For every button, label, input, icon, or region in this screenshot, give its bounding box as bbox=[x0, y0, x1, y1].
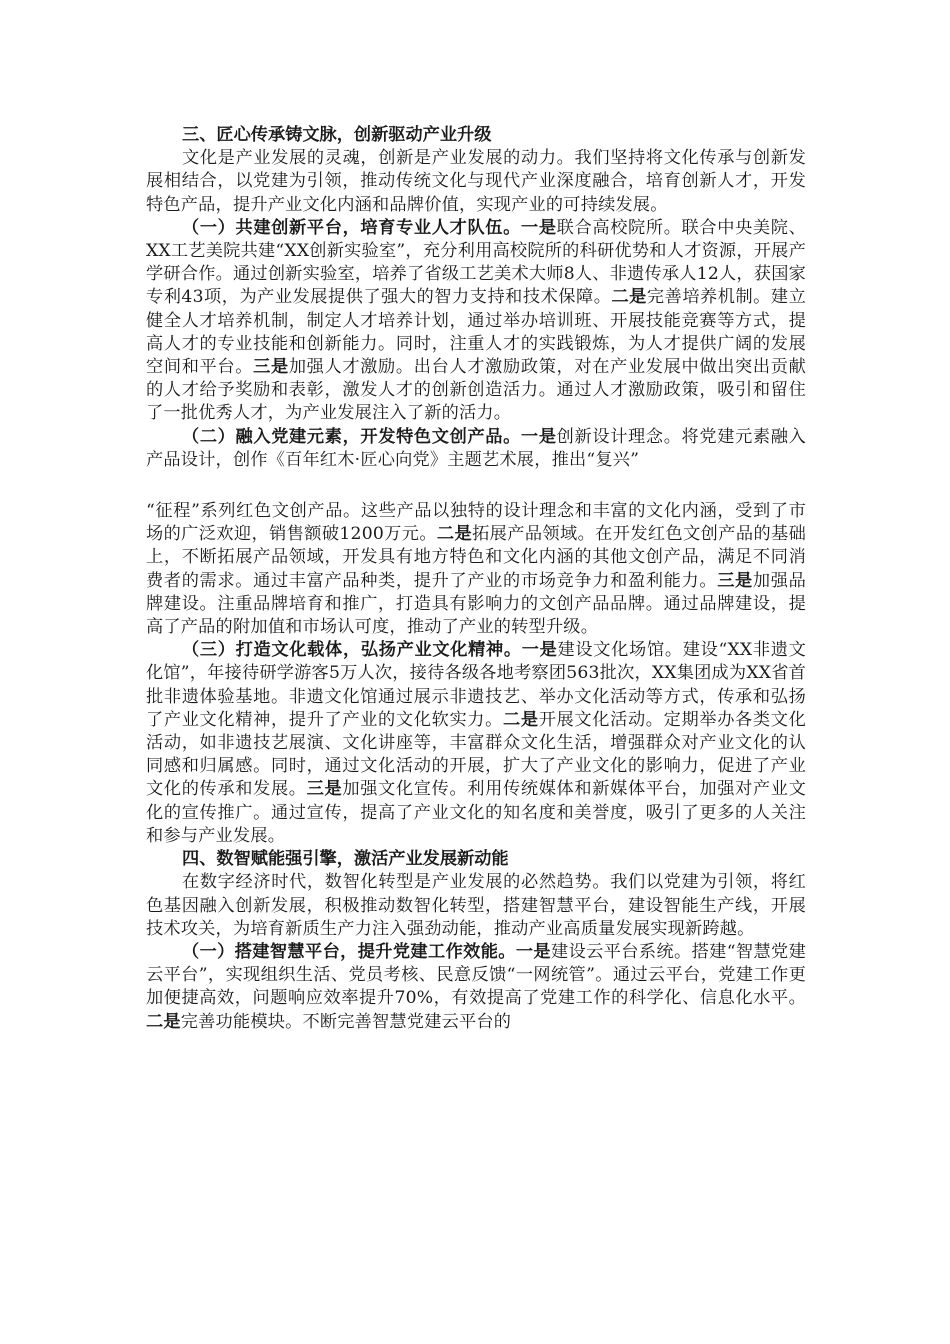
paragraph-text: 建设云平台系统。搭建“智慧党建云平台”，实现组织生活、党员考核、民意反馈“一网统管”。通过云平台，党建工作更加便捷高效，问题响应效率提升70%，有效提高了党建工作的科学化、信息化水平。 bbox=[146, 941, 806, 1009]
keyword-first: 一是 bbox=[520, 426, 557, 447]
paragraph-text: 拓展产品领域。在开发红色文创产品的基础上，不断拓展产品领域，开发具有地方特色和文化内涵的其他文创产品，满足不同消费者的需求。通过丰富产品种类，提升了产业的市场竞争力和盈利能力。 bbox=[146, 524, 806, 591]
section-4-intro: 在数字经济时代，数智化转型是产业发展的必然趋势。我们以党建为引领，将红色基因融入创新发展，积极推动数智化转型，搭建智慧平台，建设智能生产线，开展技术攻关，为培育新质生产力注入强劲动能，推动产业高质量发展实现新跨越。 bbox=[146, 872, 806, 939]
subheading-3-2: （二）融入党建元素，开发特色文创产品。 bbox=[182, 426, 521, 447]
paragraph-text: 开展文化活动。定期举办各类文化活动，如非遗技艺展演、文化讲座等，丰富群众文化生活，增强群众对产业文化的认同感和归属感。同时，通过文化活动的开展，扩大了产业文化的影响力，促进了产业文化的传承和发展。 bbox=[146, 709, 806, 800]
section-4-paragraph-1 bbox=[146, 941, 806, 1034]
keyword-second: 二是 bbox=[146, 1011, 181, 1032]
paragraph-text: 联合高校院所。联合中央美院、XX工艺美院共建“XX创新实验室”，充分利用高校院所的科研优势和人才资源，开展产学研合作。通过创新实验室，培养了省级工艺美术大师8人、非遗传承人12人，获国家专利43项，为产业发展提供了强大的智力支持和技术保障。 bbox=[146, 217, 806, 308]
keyword-first: 一是 bbox=[515, 941, 552, 962]
paragraph-text: 建设文化场馆。建设“XX非遗文化馆”，年接待研学游客5万人次，接待各级各地考察团563批次，XX集团成为XX省首批非遗体验基地。非遗文化馆通过展示非遗技艺、举办文化活动等方式，传承和弘扬了产业文化精神，提升了产业的文化软实力。 bbox=[146, 640, 806, 730]
paragraph-text: 加强文化宣传。利用传统媒体和新媒体平台，加强对产业文化的宣传推广。通过宣传，提高了产业文化的知名度和美誉度，吸引了更多的人关注和参与产业发展。 bbox=[146, 779, 806, 846]
section-heading-4: 四、数智赋能强引擎，激活产业发展新动能 bbox=[182, 849, 509, 870]
paragraph-text: 完善功能模块。不断完善智慧党建云平台的 bbox=[180, 1011, 512, 1032]
paragraph-text: 加强品牌建设。注重品牌培育和推广，打造具有影响力的文创产品品牌。通过品牌建设，提高了产品的附加值和市场认可度，推动了产业的转型升级。 bbox=[146, 570, 806, 638]
subheading-3-1: （一）共建创新平台，培育专业人才队伍。 bbox=[182, 217, 521, 238]
paragraph-text: 完善培养机制。建立健全人才培养机制，制定人才培养计划，通过举办培训班、开展技能竞赛等方式，提高人才的专业技能和创新能力。同时，注重人才的实践锻炼，为人才提供广阔的发展空间和平台。 bbox=[146, 287, 806, 378]
section-3-paragraph-2b bbox=[146, 500, 806, 639]
section-3-paragraph-3 bbox=[146, 639, 806, 848]
keyword-second: 二是 bbox=[436, 524, 473, 545]
keyword-third: 三是 bbox=[717, 570, 753, 591]
keyword-third: 三是 bbox=[253, 357, 289, 378]
paragraph-text: 加强人才激励。出台人才激励政策，对在产业发展中做出突出贡献的人才给予奖励和表彰，激发人才的创新创造活力。通过人才激励政策，吸引和留住了一批优秀人才，为产业发展注入了新的活力。 bbox=[146, 357, 806, 424]
section-3-paragraph-1 bbox=[146, 217, 806, 426]
section-3-paragraph-2a bbox=[146, 426, 806, 472]
keyword-second: 二是 bbox=[503, 709, 539, 730]
paragraph-text: 创新设计理念。将党建元素融入产品设计，创作《百年红木·匠心向党》主题艺术展，推出“复兴” bbox=[146, 426, 806, 470]
keyword-first: 一是 bbox=[520, 217, 557, 238]
document-page bbox=[146, 124, 806, 1034]
keyword-third: 三是 bbox=[306, 779, 343, 800]
section-3-intro: 文化是产业发展的灵魂，创新是产业发展的动力。我们坚持将文化传承与创新发展相结合，以党建为引领，推动传统文化与现代产业深度融合，培育创新人才，开发特色产品，提升产业文化内涵和品牌价值，实现产业的可持续发展。 bbox=[146, 148, 806, 215]
section-heading-3: 三、匠心传承铸文脉，创新驱动产业升级 bbox=[182, 125, 492, 145]
paragraph-text: “征程”系列红色文创产品。这些产品以独特的设计理念和丰富的文化内涵，受到了市场的广泛欢迎，销售额破1200万元。 bbox=[146, 501, 806, 545]
subheading-3-3: （三）打造文化载体，弘扬产业文化精神。 bbox=[182, 640, 522, 661]
keyword-first: 一是 bbox=[521, 640, 558, 661]
subheading-4-1: （一）搭建智慧平台，提升党建工作效能。 bbox=[182, 941, 516, 962]
keyword-second: 二是 bbox=[611, 287, 647, 308]
